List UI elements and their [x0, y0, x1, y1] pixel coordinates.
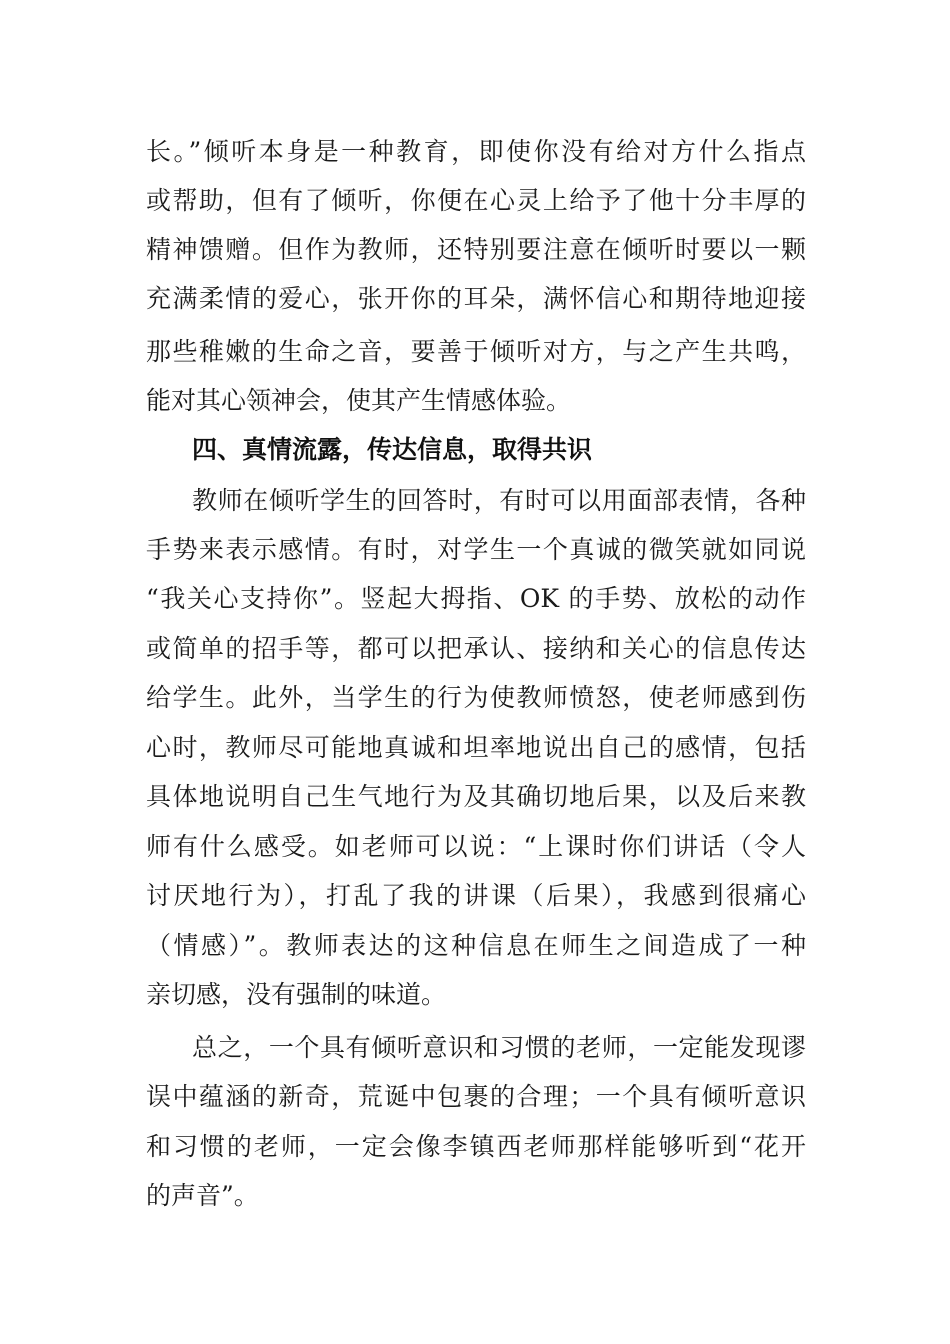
paragraph-3-line-2: 误中蕴涵的新奇，荒诞中包裹的合理；一个具有倾听意识 [146, 1082, 806, 1111]
paragraph-2-line-3: “我关心支持你”。竖起大拇指、OK 的手势、放松的动作 [146, 584, 806, 613]
paragraph-1-line-4: 充满柔情的爱心，张开你的耳朵，满怀信心和期待地迎接 [146, 284, 806, 313]
paragraph-1-line-3: 精神馈赠。但作为教师，还特别要注意在倾听时要以一颗 [146, 235, 806, 264]
paragraph-3-line-4: 的声音”。 [146, 1181, 259, 1210]
paragraph-2-line-1: 教师在倾听学生的回答时，有时可以用面部表情，各种 [192, 486, 806, 515]
paragraph-1-line-6: 能对其心领神会，使其产生情感体验。 [146, 386, 572, 415]
paragraph-1-line-5: 那些稚嫩的生命之音，要善于倾听对方，与之产生共鸣， [146, 337, 806, 366]
paragraph-2-line-2: 手势来表示感情。有时，对学生一个真诚的微笑就如同说 [146, 535, 806, 564]
paragraph-3-line-3: 和习惯的老师，一定会像李镇西老师那样能够听到“花开 [146, 1132, 806, 1161]
paragraph-1-line-2: 或帮助，但有了倾听，你便在心灵上给予了他十分丰厚的 [146, 186, 806, 215]
paragraph-2-line-5: 给学生。此外，当学生的行为使教师愤怒，使老师感到伤 [146, 683, 806, 712]
paragraph-2-line-4: 或简单的招手等，都可以把承认、接纳和关心的信息传达 [146, 634, 806, 663]
paragraph-3-line-1: 总之，一个具有倾听意识和习惯的老师，一定能发现谬 [192, 1033, 806, 1062]
paragraph-1-line-1: 长。”倾听本身是一种教育，即使你没有给对方什么指点 [146, 137, 806, 166]
paragraph-2-line-8: 师有什么感受。如老师可以说：“上课时你们讲话（令人 [146, 832, 806, 861]
paragraph-2-line-11: 亲切感，没有强制的味道。 [146, 980, 447, 1009]
paragraph-2-line-7: 具体地说明自己生气地行为及其确切地后果，以及后来教 [146, 782, 806, 811]
paragraph-2-line-6: 心时，教师尽可能地真诚和坦率地说出自己的感情，包括 [146, 733, 806, 762]
section-heading: 四、真情流露，传达信息，取得共识 [192, 435, 593, 464]
paragraph-2-line-9: 讨厌地行为），打乱了我的讲课（后果），我感到很痛心 [146, 881, 806, 910]
paragraph-2-line-10: （情感）”。教师表达的这种信息在师生之间造成了一种 [146, 931, 806, 960]
